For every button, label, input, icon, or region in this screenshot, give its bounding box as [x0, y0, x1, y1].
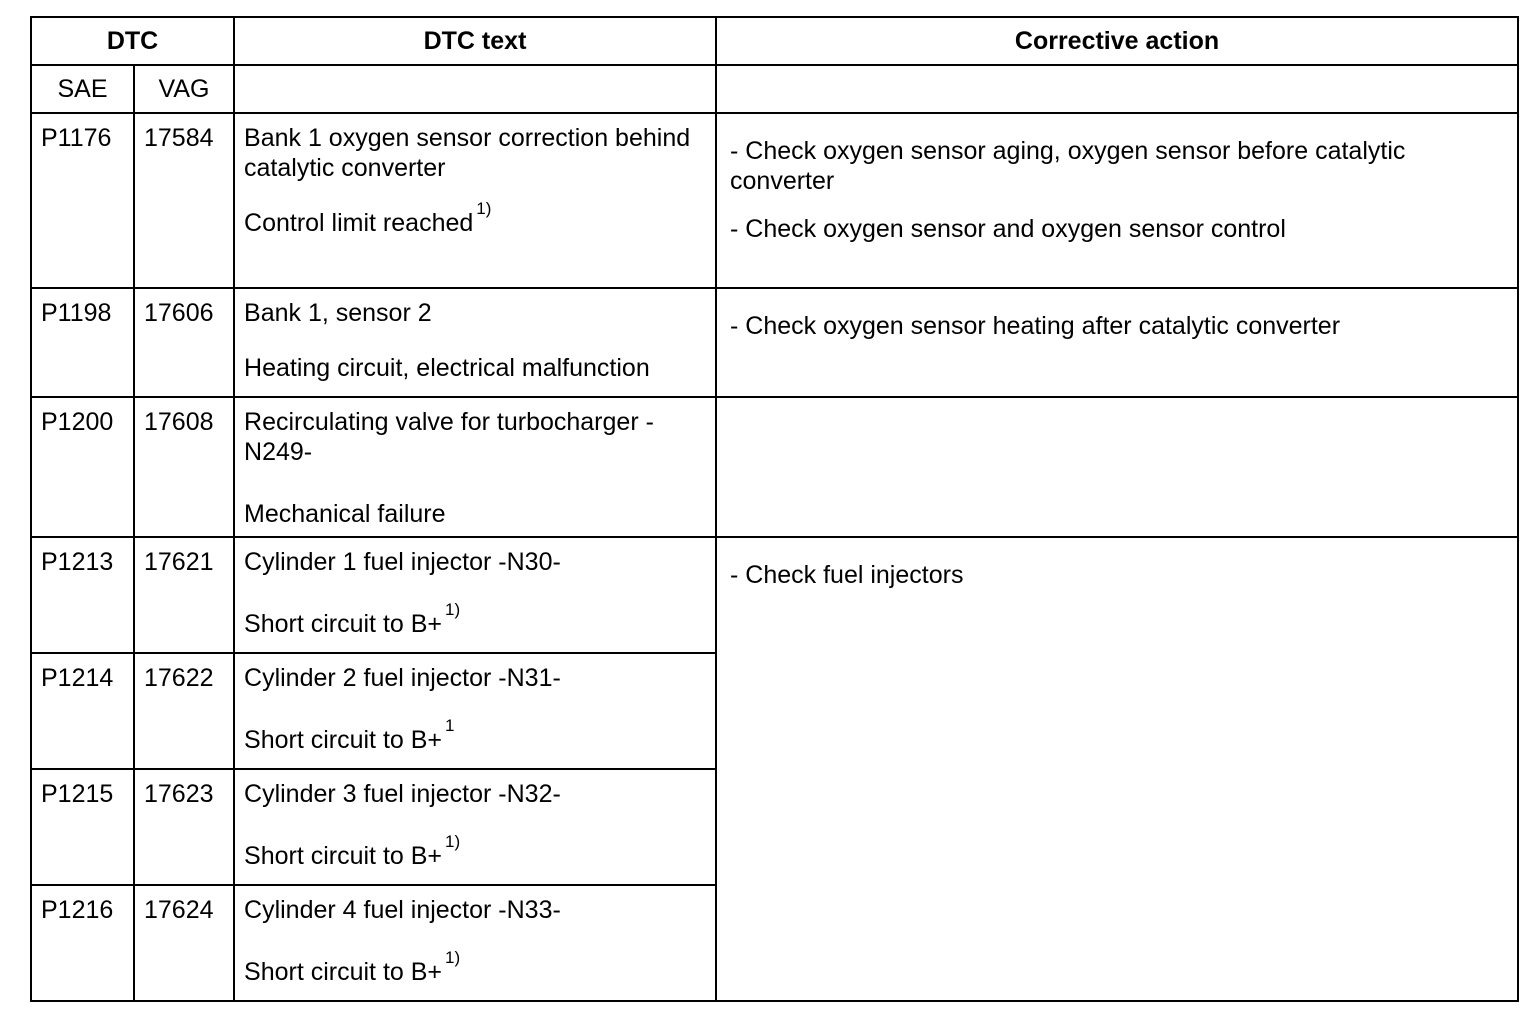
sae-code: P1213 — [31, 537, 134, 653]
dtc-text-line: Cylinder 4 fuel injector -N33- — [244, 896, 561, 924]
table-row — [31, 537, 1518, 653]
corrective-action-cell — [716, 537, 1518, 1001]
sae-code: P1214 — [31, 653, 134, 769]
dtc-text-line — [244, 199, 705, 238]
corrective-action-cell-empty — [716, 397, 1518, 537]
sae-code: P1215 — [31, 769, 134, 885]
header-dtc-text: DTC text — [234, 17, 716, 65]
vag-code: 17623 — [134, 769, 234, 885]
action-line: - Check oxygen sensor aging, oxygen sensor before catalytic converter — [730, 137, 1406, 195]
dtc-text-detail: Heating circuit, electrical malfunction — [244, 354, 650, 382]
table-row — [31, 288, 1518, 397]
dtc-table — [30, 16, 1519, 1002]
dtc-text-cell — [234, 288, 716, 397]
subheader-vag: VAG — [134, 65, 234, 113]
footnote-marker: 1) — [476, 199, 492, 218]
footnote-marker: 1) — [445, 832, 461, 851]
subheader-empty-action — [716, 65, 1518, 113]
vag-code: 17608 — [134, 397, 234, 537]
action-line: - Check oxygen sensor and oxygen sensor control — [730, 215, 1286, 243]
dtc-text-detail: Control limit reached — [244, 209, 474, 237]
dtc-text-line — [244, 600, 705, 639]
dtc-text-cell — [234, 769, 716, 885]
sae-code: P1198 — [31, 288, 134, 397]
dtc-text-line: Bank 1 oxygen sensor correction behind catalytic converter — [244, 124, 691, 182]
vag-code: 17606 — [134, 288, 234, 397]
vag-code: 17584 — [134, 113, 234, 288]
dtc-text-line: Recirculating valve for turbocharger -N249- — [244, 408, 654, 466]
dtc-text-line: Bank 1, sensor 2 — [244, 299, 432, 327]
table-row — [31, 113, 1518, 288]
dtc-text-cell — [234, 885, 716, 1001]
header-dtc: DTC — [31, 17, 234, 65]
table-row — [31, 397, 1518, 537]
subheader-row — [31, 65, 1518, 113]
header-row — [31, 17, 1518, 65]
dtc-text-line: Cylinder 1 fuel injector -N30- — [244, 548, 561, 576]
vag-code: 17624 — [134, 885, 234, 1001]
dtc-text-line — [244, 832, 705, 871]
dtc-text-detail: Short circuit to B+ — [244, 610, 443, 638]
dtc-text-cell — [234, 653, 716, 769]
corrective-action-cell — [716, 113, 1518, 288]
dtc-text-detail: Mechanical failure — [244, 500, 446, 528]
subheader-empty-text — [234, 65, 716, 113]
action-line: - Check oxygen sensor heating after catalytic converter — [730, 312, 1341, 340]
dtc-text-line: Cylinder 2 fuel injector -N31- — [244, 664, 561, 692]
sae-code: P1200 — [31, 397, 134, 537]
dtc-text-detail: Short circuit to B+ — [244, 842, 443, 870]
corrective-action-cell — [716, 288, 1518, 397]
subheader-sae: SAE — [31, 65, 134, 113]
header-corrective-action: Corrective action — [716, 17, 1518, 65]
dtc-text-detail: Short circuit to B+ — [244, 958, 443, 986]
dtc-text-line — [244, 716, 705, 755]
dtc-text-detail: Short circuit to B+ — [244, 726, 443, 754]
footnote-marker: 1) — [445, 948, 461, 967]
dtc-text-cell — [234, 113, 716, 288]
action-line: - Check fuel injectors — [730, 561, 964, 589]
footnote-marker: 1) — [445, 600, 461, 619]
sae-code: P1176 — [31, 113, 134, 288]
vag-code: 17621 — [134, 537, 234, 653]
vag-code: 17622 — [134, 653, 234, 769]
dtc-text-cell — [234, 537, 716, 653]
dtc-text-cell — [234, 397, 716, 537]
dtc-text-line — [244, 948, 705, 987]
footnote-marker: 1 — [445, 716, 455, 735]
sae-code: P1216 — [31, 885, 134, 1001]
dtc-text-line: Cylinder 3 fuel injector -N32- — [244, 780, 561, 808]
